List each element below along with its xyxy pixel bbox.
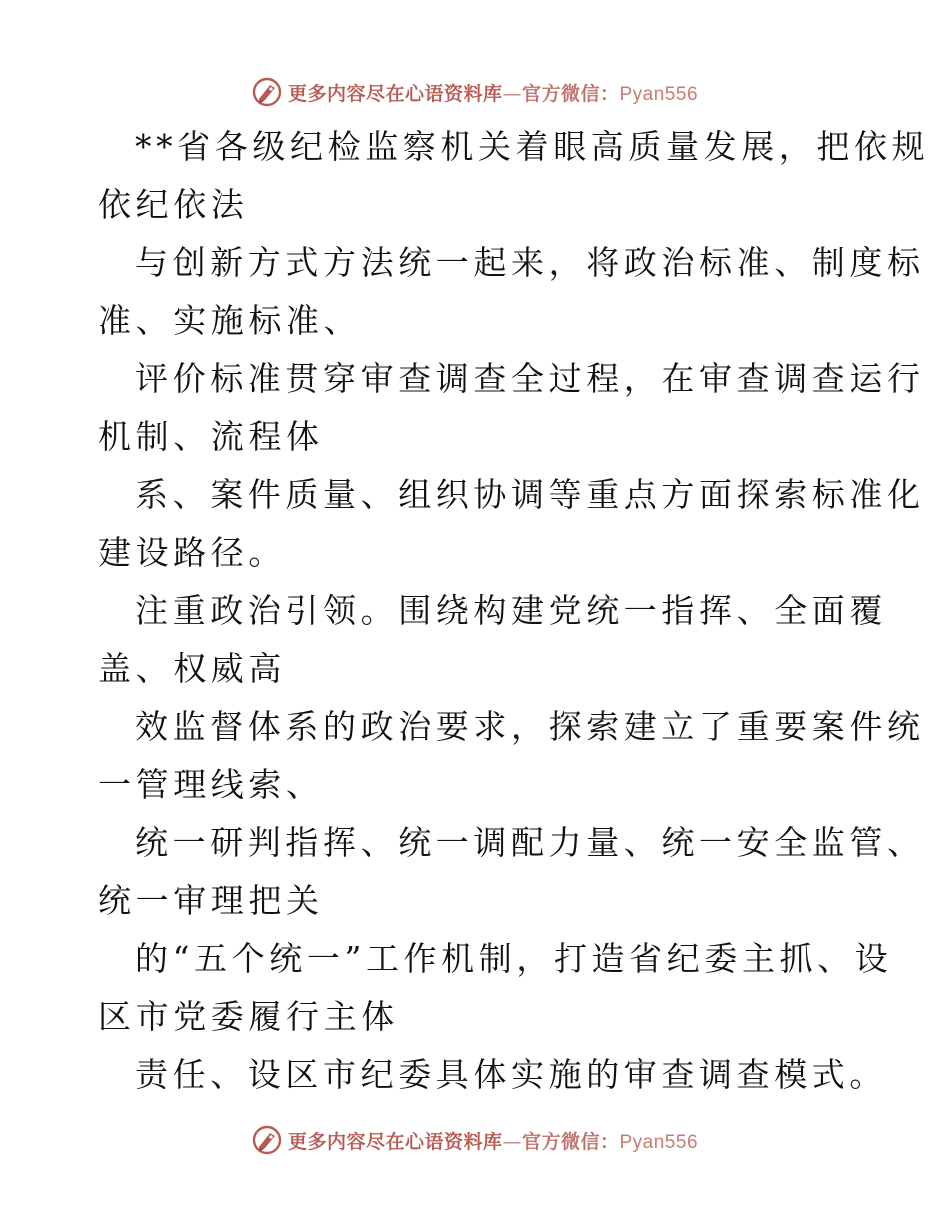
footer-banner-text [288, 1127, 698, 1154]
header-banner-wechat-id: Pyan556 [619, 83, 699, 105]
body-line: 统一审理把关 [98, 881, 324, 920]
footer-banner [0, 1120, 950, 1160]
header-banner-content [252, 77, 698, 107]
body-line: 区市党委履行主体 [98, 997, 399, 1036]
body-line: 准、实施标准、 [98, 301, 362, 340]
body-line: 依纪依法 [98, 185, 249, 224]
body-line: 与创新方式方法统一起来，将政治标准、制度标 [135, 243, 925, 282]
body-line: 统一研判指挥、统一调配力量、统一安全监管、 [135, 823, 925, 862]
footer-banner-wechat-id: Pyan556 [619, 1131, 699, 1153]
pen-nib-logo-icon [252, 1125, 282, 1155]
header-banner-dash: — [502, 82, 522, 105]
header-banner-title: 更多内容尽在心语资料库 [287, 82, 503, 105]
footer-banner-label: 官方微信： [521, 1130, 620, 1153]
body-line: 系、案件质量、组织协调等重点方面探索标准化 [135, 475, 925, 514]
body-line: 责任、设区市纪委具体实施的审查调查模式。 [135, 1055, 887, 1094]
body-line: 盖、权威高 [98, 649, 286, 688]
document-body [98, 118, 930, 1104]
header-banner [0, 72, 950, 112]
body-line: 机制、流程体 [98, 417, 324, 456]
body-line: **省各级纪检监察机关着眼高质量发展，把依规 [135, 127, 930, 166]
body-line: 一管理线索、 [98, 765, 324, 804]
body-line: 效监督体系的政治要求，探索建立了重要案件统 [135, 707, 925, 746]
header-banner-text [288, 79, 698, 106]
body-line: 评价标准贯穿审查调查全过程，在审查调查运行 [135, 359, 925, 398]
footer-banner-content [252, 1125, 698, 1155]
body-line: 注重政治引领。围绕构建党统一指挥、全面覆 [135, 591, 887, 630]
pen-nib-logo-icon [252, 77, 282, 107]
body-line: 的“五个统一”工作机制，打造省纪委主抓、设 [135, 939, 893, 978]
body-line: 建设路径。 [98, 533, 286, 572]
header-banner-label: 官方微信： [521, 82, 620, 105]
footer-banner-dash: — [502, 1130, 522, 1153]
footer-banner-title: 更多内容尽在心语资料库 [287, 1130, 503, 1153]
